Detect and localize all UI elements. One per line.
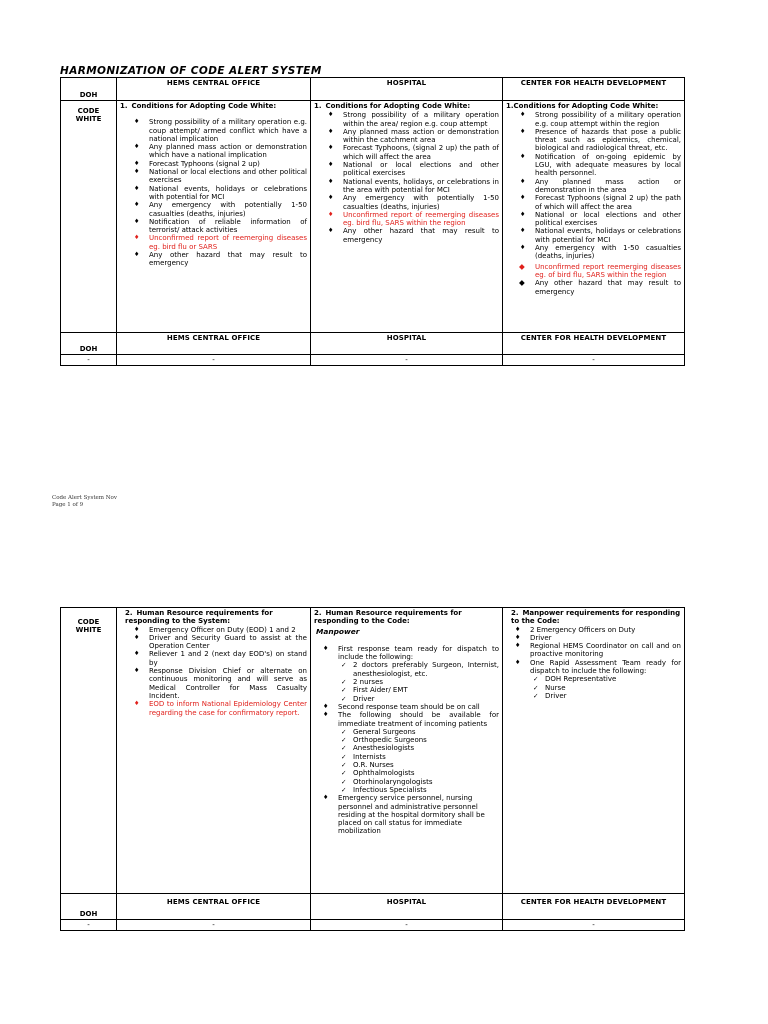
hospital-header: HOSPITAL: [311, 894, 503, 920]
list-item: ♦ National or local elections and other political exercises: [535, 211, 681, 228]
list-item: ♦ Reliever 1 and 2 (next day EOD's) on stand by: [149, 650, 307, 667]
assessment-team-checklist: [530, 675, 681, 700]
checklist-item: ✓ DOH Representative: [545, 675, 681, 683]
list-item: ♦ National events, holidays or celebrations with potential for MCI: [535, 227, 681, 244]
list-item: ♦ Any emergency with 1-50 casualties (deaths, injuries): [535, 244, 681, 261]
hospital-hr-cell: [311, 608, 503, 894]
checklist-item: ✓ 2 doctors preferably Surgeon, Internist, anesthesiologist, etc.: [353, 661, 499, 678]
list-item: ♦ The following should be available for immediate treatment of incoming patients ✓ General Surgeons ✓ Orthopedic Surgeons ✓ Anesthesiologists ✓ Internists ✓ O.R. Nurses ✓ Ophthalmologists ✓ Otorhinolaryngologists ✓ Infectious Specialists: [338, 711, 499, 794]
row-label-code-white: CODE WHITE: [61, 101, 117, 333]
list-item: ♦ Forecast Typhoons, (signal 2 up) the path of which will affect the area: [343, 144, 499, 161]
hems-conditions-list: [120, 118, 307, 267]
list-item: ♦ Any planned mass action or demonstration which have a national implication: [149, 143, 307, 160]
manpower-subheading: Manpower: [316, 626, 360, 636]
section-title: 1. Conditions for Adopting Code White:: [120, 102, 277, 110]
checklist-item: ✓ Nurse: [545, 684, 681, 692]
doh-header: DOH: [61, 78, 117, 101]
list-item: ♦ Regional HEMS Coordinator on call and on proactive monitoring: [530, 642, 681, 659]
section-title: 2. Human Resource requirements for responding to the Code:: [314, 609, 462, 626]
checklist-item: ✓ Infectious Specialists: [353, 786, 499, 794]
chd-conditions-list-2: [506, 263, 681, 296]
list-item: ♦ Notification of on-going epidemic by LGU, with adequate measures by local health personnel.: [535, 153, 681, 178]
hems-hr-list: [120, 626, 307, 717]
page-footer: [52, 495, 117, 509]
list-item: ♦ Emergency service personnel, nursing personnel and administrative personnel residing at the hospital dormitory shall be placed on call status for immediate mobilization: [338, 794, 499, 835]
list-item-highlighted: ◆ Unconfirmed report reemerging diseases eg. of bird flu, SARS within the region: [535, 263, 681, 280]
checklist-item: ✓ First Aider/ EMT: [353, 686, 499, 694]
empty-cell: -: [503, 355, 685, 366]
doh-header: DOH: [61, 894, 117, 920]
first-team-checklist: [338, 661, 499, 702]
hems-header: HEMS CENTRAL OFFICE: [117, 78, 311, 101]
checklist-item: ✓ Anesthesiologists: [353, 744, 499, 752]
checklist-item: ✓ O.R. Nurses: [353, 761, 499, 769]
list-item: ♦ National events, holidays, or celebrations in the area with potential for MCI: [343, 178, 499, 195]
list-item: ♦ National or local elections and other political exercises: [343, 161, 499, 178]
chd-header: CENTER FOR HEALTH DEVELOPMENT: [503, 78, 685, 101]
list-item: ♦ Emergency Officer on Duty (EOD) 1 and 2: [149, 626, 307, 634]
hems-hr-cell: [117, 608, 311, 894]
list-item-highlighted: ♦ Unconfirmed report of reemerging diseases eg. bird flu, SARS within the region: [343, 211, 499, 228]
chd-hr-cell: [503, 608, 685, 894]
checklist-item: ✓ Otorhinolaryngologists: [353, 778, 499, 786]
list-item: ♦ Driver: [530, 634, 681, 642]
list-item: ♦ Any other hazard that may result to emergency: [149, 251, 307, 268]
list-item: ♦ Any emergency with potentially 1-50 casualties (deaths, injuries): [149, 201, 307, 218]
list-item: ♦ Response Division Chief or alternate on continuous monitoring and will serve as Medical Controller for Mass Casualty Incident.: [149, 667, 307, 700]
hospital-conditions-cell: [311, 101, 503, 333]
list-item: ♦ Second response team should be on call: [338, 703, 499, 711]
chd-hr-list: [506, 626, 681, 701]
chd-conditions-list: [506, 111, 681, 260]
list-item: ♦ Driver and Security Guard to assist at the Operation Center: [149, 634, 307, 651]
chd-header: CENTER FOR HEALTH DEVELOPMENT: [503, 894, 685, 920]
empty-cell: -: [503, 920, 685, 931]
checklist-item: ✓ General Surgeons: [353, 728, 499, 736]
list-item: ♦ Forecast Typhoons (signal 2 up): [149, 160, 307, 168]
empty-cell: -: [61, 920, 117, 931]
list-item: ♦ Strong possibility of a military operation e.g. coup attempt within the region: [535, 111, 681, 128]
doh-header: DOH: [61, 333, 117, 355]
checklist-item: ✓ Orthopedic Surgeons: [353, 736, 499, 744]
code-alert-table-page2: [60, 607, 685, 931]
hospital-header: HOSPITAL: [311, 78, 503, 101]
list-item: ◆ Any other hazard that may result to emergency: [535, 279, 681, 296]
hospital-conditions-list: [314, 111, 499, 244]
list-item: ♦ One Rapid Assessment Team ready for dispatch to include the following: ✓ DOH Representative ✓ Nurse ✓ Driver: [530, 659, 681, 700]
empty-cell: -: [311, 920, 503, 931]
list-item: ♦ Presence of hazards that pose a public threat such as epidemics, chemical, biological and radiological threat, etc.: [535, 128, 681, 153]
hems-header: HEMS CENTRAL OFFICE: [117, 333, 311, 355]
row-label-code-white: CODE WHITE: [61, 608, 117, 894]
list-item: ♦ 2 Emergency Officers on Duty: [530, 626, 681, 634]
section-title: 1. Conditions for Adopting Code White:: [314, 102, 471, 110]
empty-cell: -: [117, 920, 311, 931]
checklist-item: ✓ Driver: [545, 692, 681, 700]
chd-header: CENTER FOR HEALTH DEVELOPMENT: [503, 333, 685, 355]
page-title: HARMONIZATION OF CODE ALERT SYSTEM: [60, 65, 322, 77]
section-title: 2. Manpower requirements for responding to the Code:: [511, 609, 681, 626]
list-item: ♦ First response team ready for dispatch to include the following: ✓ 2 doctors preferably Surgeon, Internist, anesthesiologist, etc. ✓ 2 nurses ✓ First Aider/ EMT ✓ Driver: [338, 645, 499, 703]
footer-page-number: Page 1 of 9: [52, 502, 84, 508]
code-alert-table-page1: [60, 77, 685, 366]
hems-header: HEMS CENTRAL OFFICE: [117, 894, 311, 920]
list-item: ♦ Strong possibility of a military operation within the area/ region e.g. coup attempt: [343, 111, 499, 128]
chd-conditions-cell: [503, 101, 685, 333]
section-title: 1.Conditions for Adopting Code White:: [506, 102, 659, 110]
list-item-highlighted: ♦ Unconfirmed report of reemerging diseases eg. bird flu or SARS: [149, 234, 307, 251]
section-title: 2. Human Resource requirements for responding to the System:: [125, 609, 273, 626]
checklist-item: ✓ Internists: [353, 753, 499, 761]
hospital-hr-list: [314, 645, 499, 836]
list-item: ♦ Notification of reliable information of terrorist/ attack activities: [149, 218, 307, 235]
list-item-highlighted: ♦ EOD to inform National Epidemiology Center regarding the case for confirmatory report.: [149, 700, 307, 717]
checklist-item: ✓ 2 nurses: [353, 678, 499, 686]
footer-document-name: Code Alert System Nov: [52, 495, 117, 501]
empty-cell: -: [61, 355, 117, 366]
hospital-header: HOSPITAL: [311, 333, 503, 355]
list-item: ♦ Any emergency with potentially 1-50 casualties (deaths, injuries): [343, 194, 499, 211]
list-item: ♦ National events, holidays or celebrations with potential for MCI: [149, 185, 307, 202]
hems-conditions-cell: [117, 101, 311, 333]
list-item: ♦ National or local elections and other political exercises: [149, 168, 307, 185]
list-item: ♦ Forecast Typhoons (signal 2 up) the path of which will affect the area: [535, 194, 681, 211]
specialists-checklist: [338, 728, 499, 794]
list-item: ♦ Any planned mass action or demonstration in the area: [535, 178, 681, 195]
checklist-item: ✓ Ophthalmologists: [353, 769, 499, 777]
checklist-item: ✓ Driver: [353, 695, 499, 703]
list-item: ♦ Any other hazard that may result to emergency: [343, 227, 499, 244]
list-item: ♦ Any planned mass action or demonstration within the catchment area: [343, 128, 499, 145]
empty-cell: -: [117, 355, 311, 366]
list-item: ♦ Strong possibility of a military operation e.g. coup attempt/ armed conflict which have a national implication: [149, 118, 307, 143]
empty-cell: -: [311, 355, 503, 366]
